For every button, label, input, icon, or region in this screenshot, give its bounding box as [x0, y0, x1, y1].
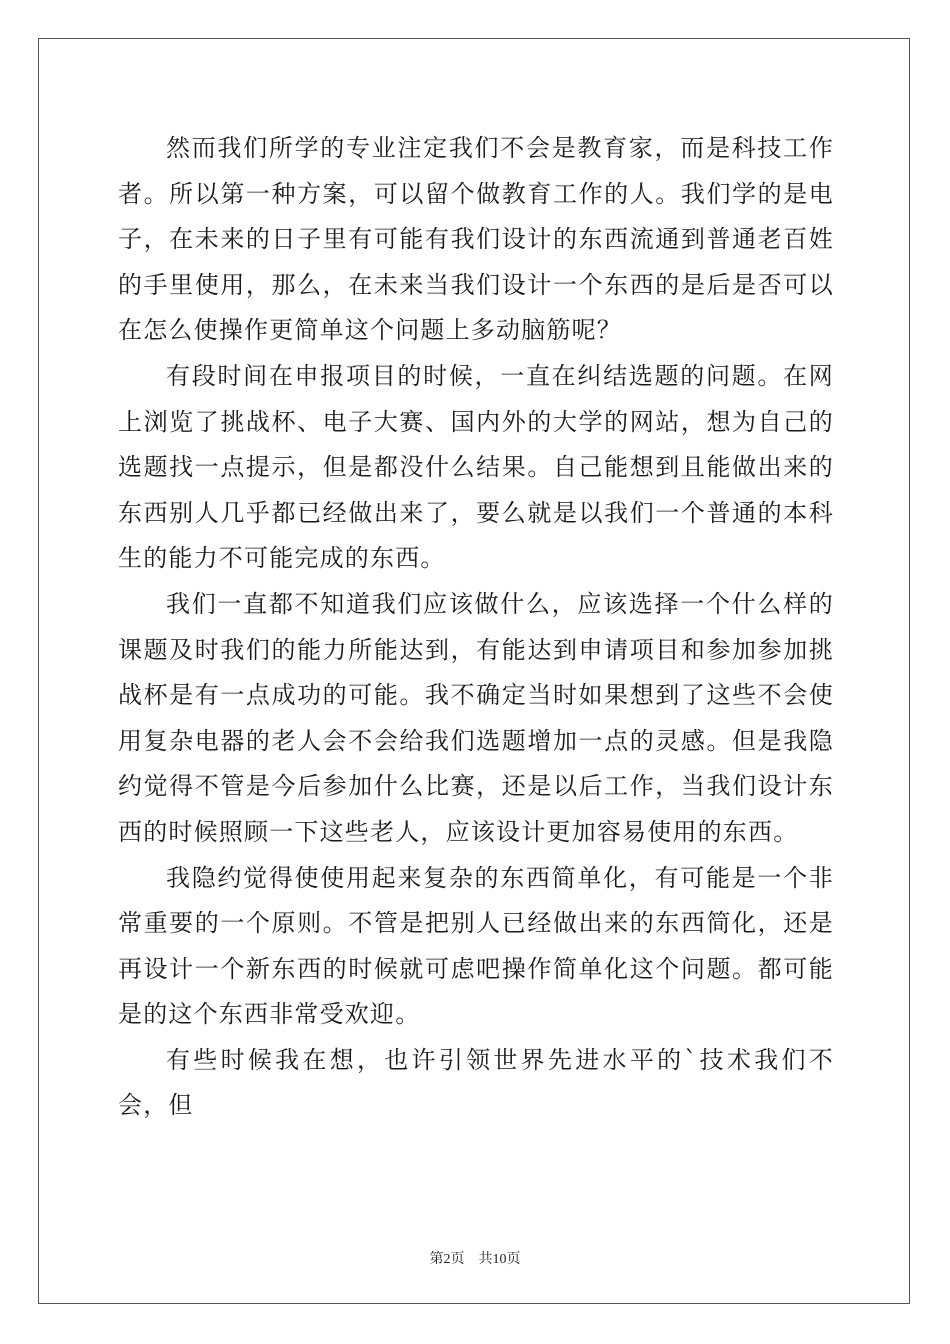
paragraph: 有段时间在申报项目的时候，一直在纠结选题的问题。在网上浏览了挑战杯、电子大赛、国内外的大学的网站，想为自己的选题找一点提示，但是都没什么结果。自己能想到且能做出来的东西别人几乎都已经做出来了，要么就是以我们一个普通的本科生的能力不可能完成的东西。 — [118, 361, 834, 573]
paragraph: 我们一直都不知道我们应该做什么，应该选择一个什么样的课题及时我们的能力所能达到，有能达到申请项目和参加参加挑战杯是有一点成功的可能。我不确定当时如果想到了这些不会使用复杂电器的老人会不会给我们选题增加一点的灵感。但是我隐约觉得不管是今后参加什么比赛，还是以后工作，当我们设计东西的时候照顾一下这些老人，应该设计更加容易使用的东西。 — [118, 589, 834, 846]
paragraph: 然而我们所学的专业注定我们不会是教育家，而是科技工作者。所以第一种方案，可以留个做教育工作的人。我们学的是电子，在未来的日子里有可能有我们设计的东西流通到普通老百姓的手里使用，那么，在未来当我们设计一个东西的是后是否可以在怎么使操作更简单这个问题上多动脑筋呢？ — [118, 134, 834, 345]
page-footer — [0, 1248, 950, 1268]
paragraph: 有些时候我在想，也许引领世界先进水平的`技术我们不会，但 — [118, 1045, 834, 1120]
document-body — [118, 126, 834, 1129]
paragraph: 我隐约觉得使使用起来复杂的东西简单化，有可能是一个非常重要的一个原则。不管是把别人已经做出来的东西简化，还是再设计一个新东西的时候就可虑吧操作简单化这个问题。都可能是的这个东西非常受欢迎。 — [118, 863, 834, 1029]
page-number: 第2页 — [429, 1252, 465, 1267]
page-total: 共10页 — [478, 1252, 521, 1267]
